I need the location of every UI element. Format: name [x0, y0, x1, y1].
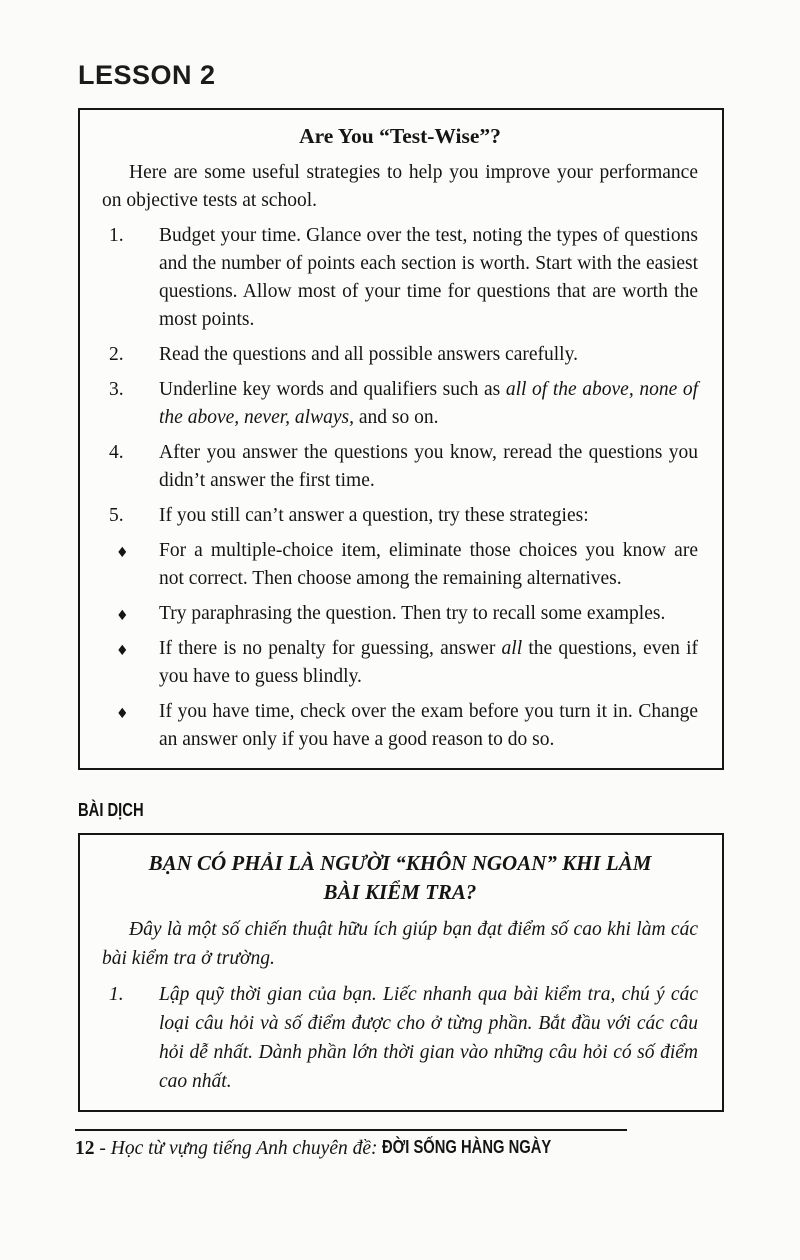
english-box-title: Are You “Test-Wise”? — [299, 124, 501, 148]
bullet-item — [102, 600, 698, 628]
item-number: 4. — [109, 442, 124, 463]
item-text: If there is no penalty for guessing, answer all the questions, even if you have to guess blindly. — [159, 638, 698, 687]
diamond-bullet-icon: ♦ — [116, 545, 129, 561]
diamond-bullet-icon: ♦ — [116, 608, 129, 624]
translation-label-text: BÀI DỊCH — [78, 800, 144, 820]
vietnamese-title-line2: BÀI KIỂM TRA? — [323, 880, 477, 904]
vietnamese-box-title — [102, 849, 698, 907]
numbered-item — [102, 376, 698, 432]
diamond-bullet-icon: ♦ — [116, 643, 129, 659]
item-text: For a multiple-choice item, eliminate those choices you know are not correct. Then choose among the remaining alternatives. — [159, 540, 698, 589]
item-number: 1. — [109, 984, 124, 1005]
numbered-item — [102, 222, 698, 334]
numbered-item — [102, 341, 698, 369]
item-text: Lập quỹ thời gian của bạn. Liếc nhanh qua bài kiểm tra, chú ý các loại câu hỏi và số điểm được cho ở từng phần. Bắt đầu với các câu hỏi dễ nhất. Dành phần lớn thời gian vào những câu hỏi có số điểm cao nhất. — [159, 984, 698, 1092]
english-items-list — [102, 222, 698, 754]
item-text: Read the questions and all possible answers carefully. — [159, 344, 578, 365]
item-number: 3. — [109, 379, 124, 400]
item-number: 2. — [109, 344, 124, 365]
bullet-item — [102, 635, 698, 691]
bullet-item — [102, 537, 698, 593]
footer-separator: - — [94, 1138, 111, 1159]
page — [0, 60, 800, 1260]
vietnamese-intro-paragraph: Đây là một số chiến thuật hữu ích giúp bạn đạt điểm số cao khi làm các bài kiểm tra ở trường. — [102, 919, 698, 969]
item-text: Budget your time. Glance over the test, noting the types of questions and the number of points each section is worth. Start with the easiest questions. Allow most of your time for questions that are worth the most points. — [159, 225, 698, 330]
bullet-item — [102, 698, 698, 754]
item-text: If you still can’t answer a question, try these strategies: — [159, 505, 589, 526]
english-intro-paragraph: Here are some useful strategies to help you improve your performance on objective tests at school. — [102, 162, 698, 211]
vietnamese-items-list — [102, 980, 698, 1096]
item-text: If you have time, check over the exam before you turn it in. Change an answer only if you have a good reason to do so. — [159, 701, 698, 750]
page-footer — [75, 1129, 627, 1160]
page-number: 12 — [75, 1138, 95, 1159]
item-number: 1. — [109, 225, 124, 246]
item-text: Underline key words and qualifiers such as all of the above, none of the above, never, always, and so on. — [159, 379, 698, 428]
translation-label — [78, 800, 800, 821]
footer-series-title: Học từ vựng tiếng Anh chuyên đề: — [110, 1138, 383, 1159]
english-strategies-box — [78, 108, 724, 770]
lesson-heading: LESSON 2 — [78, 60, 216, 90]
numbered-item — [102, 502, 698, 530]
vietnamese-title-line1: BẠN CÓ PHẢI LÀ NGƯỜI “KHÔN NGOAN” KHI LÀM — [148, 851, 652, 875]
vietnamese-translation-box — [78, 833, 724, 1112]
item-text: After you answer the questions you know, reread the questions you didn’t answer the first time. — [159, 442, 698, 491]
numbered-item — [102, 980, 698, 1096]
numbered-item — [102, 439, 698, 495]
item-number: 5. — [109, 505, 124, 526]
item-text: Try paraphrasing the question. Then try to recall some examples. — [159, 603, 666, 624]
diamond-bullet-icon: ♦ — [116, 706, 129, 722]
footer-topic: ĐỜI SỐNG HÀNG NGÀY — [382, 1137, 552, 1157]
